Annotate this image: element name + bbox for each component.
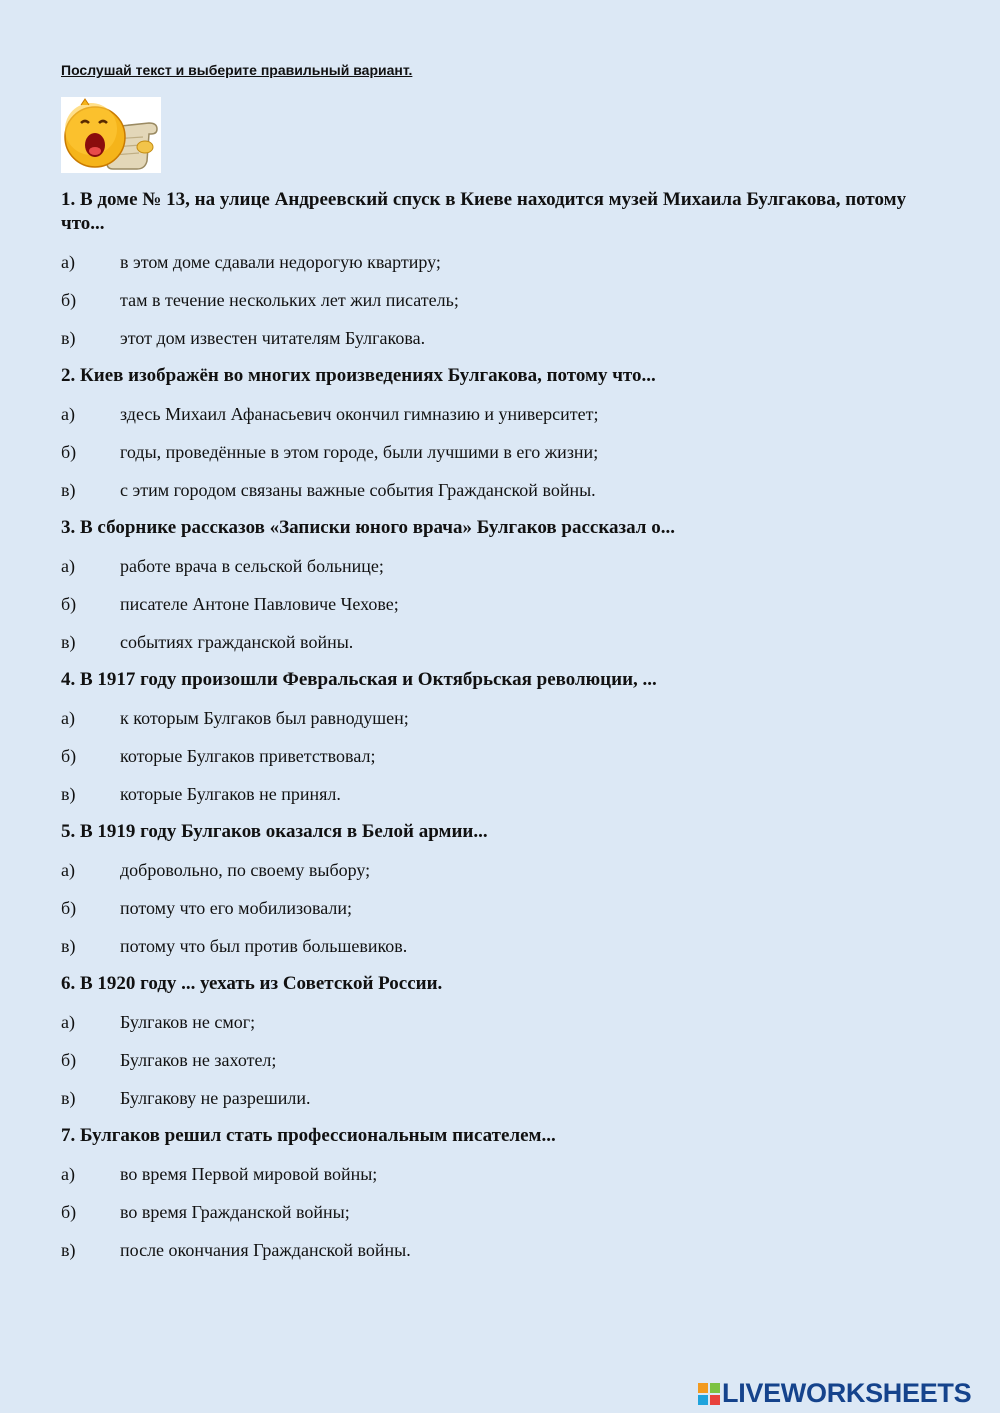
option-b[interactable] — [61, 1200, 941, 1224]
option-text: которые Булгаков не принял. — [120, 784, 341, 804]
option-text: к которым Булгаков был равнодушен; — [120, 708, 409, 728]
option-letter: в) — [61, 1240, 76, 1260]
option-v[interactable] — [61, 934, 941, 958]
instruction-heading: Послушай текст и выберите правильный вариант. — [61, 62, 413, 78]
option-letter: в) — [61, 328, 76, 348]
question-5 — [61, 820, 941, 958]
option-text: событиях гражданской войны. — [120, 632, 354, 652]
option-letter: а) — [61, 404, 75, 424]
option-letter: в) — [61, 936, 76, 956]
option-a[interactable] — [61, 1162, 941, 1186]
question-text: 1. В доме № 13, на улице Андреевский спуск в Киеве находится музей Михаила Булгакова, потому что... — [61, 189, 907, 234]
option-b[interactable] — [61, 592, 941, 616]
option-text: в этом доме сдавали недорогую квартиру; — [120, 252, 441, 272]
question-6 — [61, 972, 941, 1110]
option-text: после окончания Гражданской войны. — [120, 1240, 411, 1260]
option-a[interactable] — [61, 250, 941, 274]
emoji-face-icon — [65, 99, 125, 167]
option-b[interactable] — [61, 440, 941, 464]
option-letter: а) — [61, 252, 75, 272]
question-text: 3. В сборнике рассказов «Записки юного врача» Булгаков рассказал о... — [61, 517, 675, 538]
option-letter: б) — [61, 1050, 77, 1070]
option-v[interactable] — [61, 1238, 941, 1262]
question-3 — [61, 516, 941, 654]
option-v[interactable] — [61, 782, 941, 806]
option-letter: а) — [61, 708, 75, 728]
question-4 — [61, 668, 941, 806]
option-letter: б) — [61, 898, 77, 918]
questions-list — [61, 188, 941, 1276]
option-letter: б) — [61, 442, 77, 462]
option-letter: б) — [61, 746, 77, 766]
option-v[interactable] — [61, 326, 941, 350]
option-letter: б) — [61, 1202, 77, 1222]
question-text: 7. Булгаков решил стать профессиональным писателем... — [61, 1125, 556, 1146]
option-v[interactable] — [61, 630, 941, 654]
option-text: потому что его мобилизовали; — [120, 898, 353, 918]
option-text: во время Гражданской войны; — [120, 1202, 350, 1222]
option-b[interactable] — [61, 896, 941, 920]
option-letter: б) — [61, 290, 77, 310]
liveworksheets-logo-icon — [698, 1383, 720, 1405]
option-a[interactable] — [61, 402, 941, 426]
option-v[interactable] — [61, 1086, 941, 1110]
option-letter: а) — [61, 556, 75, 576]
option-a[interactable] — [61, 1010, 941, 1034]
question-2 — [61, 364, 941, 502]
option-v[interactable] — [61, 478, 941, 502]
speaking-emoji-with-scroll-icon — [61, 97, 161, 173]
question-text: 2. Киев изображён во многих произведениях Булгакова, потому что... — [61, 365, 656, 386]
question-text: 4. В 1917 году произошли Февральская и Октябрьская революции, ... — [61, 669, 657, 690]
option-text: добровольно, по своему выбору; — [120, 860, 371, 880]
option-text: которые Булгаков приветствовал; — [120, 746, 376, 766]
option-text: годы, проведённые в этом городе, были лучшими в его жизни; — [120, 442, 599, 462]
option-a[interactable] — [61, 554, 941, 578]
option-text: Булгаков не смог; — [120, 1012, 256, 1032]
question-text: 6. В 1920 году ... уехать из Советской России. — [61, 973, 443, 994]
option-b[interactable] — [61, 744, 941, 768]
option-text: Булгакову не разрешили. — [120, 1088, 311, 1108]
option-text: во время Первой мировой войны; — [120, 1164, 378, 1184]
option-b[interactable] — [61, 1048, 941, 1072]
option-a[interactable] — [61, 706, 941, 730]
option-text: работе врача в сельской больнице; — [120, 556, 384, 576]
option-letter: а) — [61, 860, 75, 880]
brand-text: LIVEWORKSHEETS — [722, 1378, 972, 1408]
option-a[interactable] — [61, 858, 941, 882]
option-letter: в) — [61, 480, 76, 500]
option-text: здесь Михаил Афанасьевич окончил гимназию и университет; — [120, 404, 599, 424]
option-text: писателе Антоне Павловиче Чехове; — [120, 594, 399, 614]
option-b[interactable] — [61, 288, 941, 312]
liveworksheets-brand — [698, 1378, 971, 1409]
option-letter: в) — [61, 1088, 76, 1108]
option-letter: в) — [61, 632, 76, 652]
option-letter: а) — [61, 1012, 75, 1032]
option-text: с этим городом связаны важные события Гражданской войны. — [120, 480, 596, 500]
question-7 — [61, 1124, 941, 1262]
question-1 — [61, 188, 941, 350]
option-text: этот дом известен читателям Булгакова. — [120, 328, 426, 348]
option-text: Булгаков не захотел; — [120, 1050, 277, 1070]
question-text: 5. В 1919 году Булгаков оказался в Белой армии... — [61, 821, 488, 842]
option-text: потому что был против большевиков. — [120, 936, 408, 956]
option-text: там в течение нескольких лет жил писатель; — [120, 290, 459, 310]
option-letter: а) — [61, 1164, 75, 1184]
option-letter: б) — [61, 594, 77, 614]
option-letter: в) — [61, 784, 76, 804]
